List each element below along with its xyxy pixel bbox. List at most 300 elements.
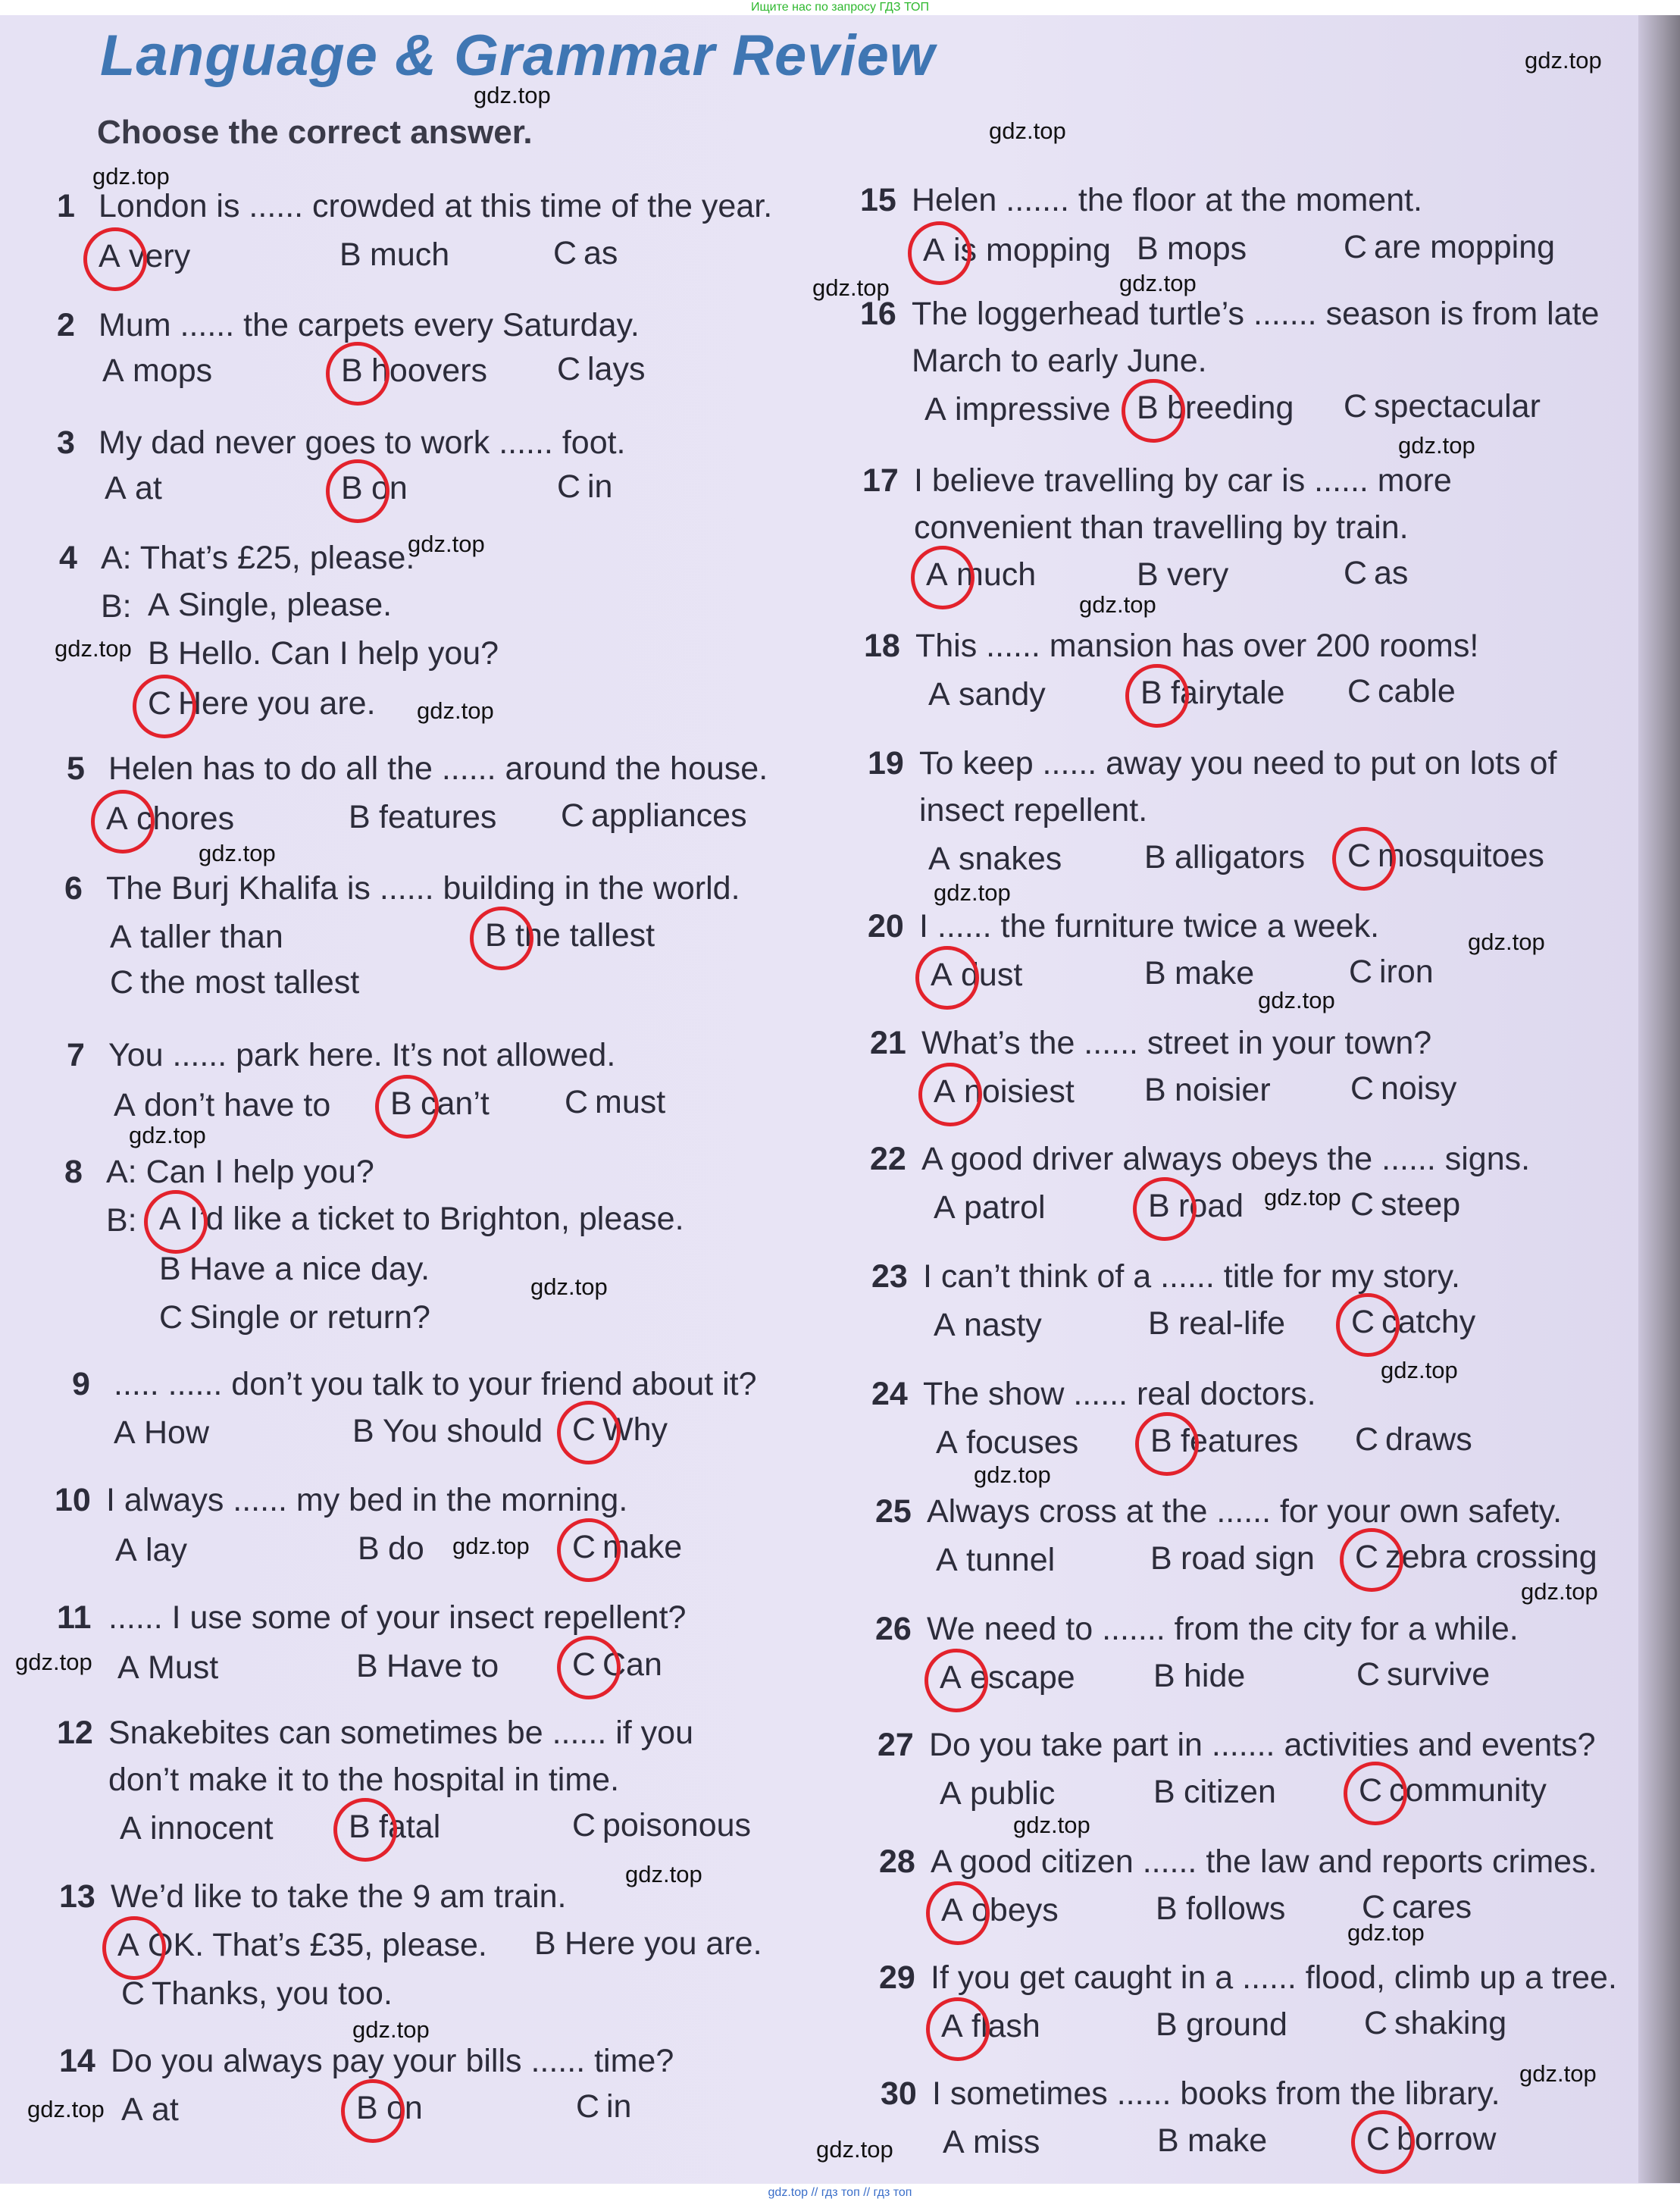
option-c[interactable] [553, 235, 618, 272]
option-c[interactable] [1347, 838, 1544, 875]
option-text: citizen [1184, 1774, 1276, 1810]
option-letter: B [1148, 1305, 1170, 1342]
option-text: much [370, 236, 450, 273]
question-number: 30 [881, 2075, 917, 2112]
question-number: 12 [57, 1715, 93, 1751]
answer-circle-letter: A [940, 1659, 970, 1696]
option-a[interactable] [99, 238, 190, 275]
top-banner[interactable]: Ищите нас по запросу ГДЗ ТОП [0, 0, 1680, 15]
option-text: borrow [1397, 2121, 1497, 2157]
option-c[interactable] [1356, 1656, 1490, 1693]
option-text: fairytale [1171, 675, 1285, 711]
option-a[interactable] [117, 1649, 218, 1687]
answer-circle-letter: B [1137, 390, 1167, 427]
question-text: London is ...... crowded at this time of the year. [99, 188, 773, 224]
option-c[interactable] [1366, 2121, 1496, 2158]
option-b[interactable] [339, 236, 449, 274]
option-letter: B [1157, 2122, 1179, 2159]
option-text: mops [133, 352, 213, 389]
option-b[interactable] [1156, 1890, 1285, 1928]
question-text: The Burj Khalifa is ...... building in the world. [106, 870, 740, 907]
option-b[interactable] [1150, 1540, 1315, 1577]
watermark: gdz.top [974, 1461, 1051, 1488]
option-letter: C [553, 235, 577, 271]
watermark: gdz.top [474, 82, 551, 108]
option-text: are mopping [1374, 229, 1556, 265]
question-text: Helen ....... the floor at the moment. [912, 182, 1422, 218]
question-number: 13 [59, 1878, 95, 1915]
answer-circle-letter: B [341, 352, 371, 390]
option-letter: A [120, 1810, 142, 1846]
question-number: 24 [871, 1376, 908, 1412]
option-letter: C [1355, 1421, 1379, 1458]
page-edge [1638, 15, 1680, 2183]
watermark: gdz.top [1119, 270, 1197, 296]
option-letter: C [1362, 1889, 1386, 1925]
option-text: in [606, 2088, 632, 2125]
option-text: zebra crossing [1385, 1539, 1597, 1575]
answer-circle-letter: A [934, 1073, 964, 1110]
option-c[interactable] [1347, 673, 1456, 710]
question-text: A good citizen ...... the law and reports crimes. [931, 1843, 1597, 1880]
option-b[interactable] [390, 1085, 490, 1123]
option-c[interactable] [1350, 1186, 1460, 1223]
option-text: as [1374, 555, 1409, 591]
option-c[interactable] [1344, 388, 1541, 425]
option-letter: A [114, 1087, 136, 1123]
option-c[interactable] [1350, 1070, 1456, 1107]
option-text: on [371, 470, 408, 506]
option-text: noisier [1175, 1072, 1271, 1108]
option-text: as [583, 235, 618, 271]
option-text: mops [1167, 230, 1247, 267]
question-number: 3 [57, 424, 75, 461]
question-text: I sometimes ...... books from the library. [932, 2075, 1500, 2112]
option-text: on [386, 2090, 423, 2126]
option-letter: C [121, 1975, 145, 2012]
option-b[interactable] [1148, 1305, 1285, 1342]
watermark: gdz.top [129, 1122, 206, 1148]
option-letter: B [356, 1648, 378, 1684]
option-c[interactable] [572, 1529, 682, 1566]
question-text: You ...... park here. It’s not allowed. [108, 1037, 616, 1073]
watermark: gdz.top [452, 1533, 530, 1559]
watermark: gdz.top [1079, 591, 1156, 618]
option-b[interactable] [1157, 2122, 1267, 2160]
answer-circle-letter: B [341, 470, 371, 507]
option-text: How [144, 1414, 210, 1451]
answer-circle-letter: C [1351, 1304, 1381, 1341]
option-b[interactable] [1150, 1423, 1298, 1460]
watermark: gdz.top [530, 1273, 608, 1300]
watermark: gdz.top [15, 1649, 92, 1675]
option-a[interactable] [106, 800, 234, 838]
option-letter: A [928, 841, 950, 877]
question-number: 9 [72, 1366, 90, 1402]
option-text: tunnel [966, 1542, 1056, 1578]
question-text: The show ...... real doctors. [923, 1376, 1316, 1412]
watermark: gdz.top [1347, 1919, 1425, 1946]
option-b[interactable] [349, 799, 496, 836]
answer-circle-letter: A [117, 1927, 148, 1964]
option-a[interactable] [923, 232, 1111, 269]
watermark: gdz.top [1521, 1578, 1598, 1605]
option-c[interactable] [148, 685, 376, 722]
option-text: chores [136, 800, 235, 837]
answer-circle-letter: A [926, 556, 956, 594]
question-text: B: [106, 1202, 137, 1239]
option-text: lay [145, 1532, 187, 1568]
option-c[interactable] [1355, 1421, 1472, 1458]
option-c[interactable] [1344, 229, 1555, 266]
option-letter: A [934, 1189, 956, 1226]
watermark: gdz.top [934, 879, 1011, 906]
option-text: hoovers [371, 352, 487, 389]
answer-circle-letter: C [1347, 838, 1378, 875]
option-letter: A [102, 352, 124, 389]
question-text: We’d like to take the 9 am train. [111, 1878, 567, 1915]
option-text: noisy [1381, 1070, 1457, 1107]
question-number: 2 [57, 307, 75, 343]
option-a[interactable] [934, 1307, 1042, 1344]
option-text: at [135, 470, 162, 506]
option-letter: C [1347, 673, 1372, 709]
option-letter: B [1156, 2006, 1178, 2043]
option-a[interactable] [115, 1532, 187, 1569]
question-text: I can’t think of a ...... title for my story. [923, 1258, 1460, 1295]
option-b[interactable] [1137, 556, 1228, 594]
option-a[interactable] [924, 391, 1111, 428]
option-b[interactable] [1148, 1188, 1244, 1225]
option-text: Here you are. [178, 685, 376, 722]
option-letter: A [114, 1414, 136, 1451]
option-a[interactable] [159, 1201, 684, 1238]
option-text: make [1187, 2122, 1268, 2159]
option-letter: C [565, 1084, 589, 1120]
option-b[interactable] [1144, 1072, 1271, 1109]
option-text: Here you are. [565, 1925, 762, 1962]
option-b[interactable] [1156, 2006, 1287, 2044]
option-letter: A [928, 676, 950, 713]
option-c[interactable] [1359, 1772, 1547, 1809]
option-text: real-life [1178, 1305, 1285, 1342]
option-a[interactable] [928, 676, 1046, 713]
option-b[interactable] [352, 1413, 543, 1450]
answer-circle-letter: A [159, 1201, 189, 1238]
option-letter: B [352, 1413, 374, 1449]
option-b[interactable] [1153, 1658, 1245, 1695]
option-b[interactable] [1137, 230, 1247, 268]
option-text: alligators [1175, 839, 1306, 875]
option-b[interactable] [341, 470, 408, 507]
question-text: I always ...... my bed in the morning. [106, 1482, 628, 1518]
question-number: 6 [64, 870, 83, 907]
option-text: the most tallest [140, 964, 360, 1001]
question-text: Do you always pay your bills ...... time? [111, 2043, 674, 2079]
option-letter: A [121, 2091, 143, 2128]
option-letter: C [572, 1807, 596, 1843]
watermark: gdz.top [989, 117, 1066, 144]
answer-circle-letter: A [923, 232, 953, 269]
option-text: Must [148, 1649, 219, 1686]
answer-circle-letter: C [148, 685, 178, 722]
option-text: the tallest [515, 917, 655, 954]
option-text: hide [1184, 1658, 1246, 1694]
option-b[interactable] [1140, 675, 1285, 712]
option-letter: A [940, 1775, 962, 1812]
watermark: gdz.top [1398, 432, 1475, 459]
option-text: make [1175, 955, 1255, 991]
option-text: public [970, 1775, 1056, 1812]
answer-circle-letter: B [1140, 675, 1171, 712]
option-b[interactable] [485, 917, 655, 954]
option-text: appliances [591, 797, 747, 834]
option-text: spectacular [1374, 388, 1541, 424]
option-a[interactable] [941, 2008, 1040, 2045]
watermark: gdz.top [1519, 2060, 1597, 2087]
option-a[interactable] [102, 352, 212, 390]
watermark: gdz.top [625, 1861, 702, 1887]
answer-circle-letter: B [349, 1809, 379, 1846]
option-letter: C [561, 797, 585, 834]
option-text: Have a nice day. [189, 1251, 430, 1287]
option-a[interactable] [928, 841, 1062, 878]
option-c[interactable] [1351, 1304, 1475, 1341]
option-b[interactable] [534, 1925, 762, 1962]
option-a[interactable] [148, 587, 392, 624]
option-letter: C [1356, 1656, 1381, 1693]
option-b[interactable] [159, 1251, 430, 1288]
option-letter: B [339, 236, 361, 273]
option-text: cares [1392, 1889, 1472, 1925]
question-text: B: [101, 588, 132, 625]
watermark: gdz.top [417, 697, 494, 724]
option-a[interactable] [926, 556, 1036, 594]
option-text: Single, please. [178, 587, 393, 623]
question-text: A: Can I help you? [106, 1154, 374, 1190]
option-letter: B [349, 799, 371, 835]
option-text: very [1167, 556, 1229, 593]
question-text: Snakebites can sometimes be ...... if you [108, 1715, 693, 1751]
answer-circle-letter: A [931, 957, 961, 994]
option-text: snakes [959, 841, 1062, 877]
option-c[interactable] [572, 1646, 662, 1684]
option-a[interactable] [114, 1087, 330, 1124]
option-letter: B [534, 1925, 556, 1962]
answer-circle-letter: B [390, 1085, 421, 1123]
instruction: Choose the correct answer. [97, 114, 533, 151]
option-letter: B [159, 1251, 181, 1287]
option-text: OK. That’s £35, please. [148, 1927, 487, 1963]
question-text: To keep ...... away you need to put on lots of [919, 745, 1557, 782]
watermark: gdz.top [812, 274, 890, 301]
option-a[interactable] [934, 1189, 1046, 1226]
option-letter: B [1150, 1540, 1172, 1577]
option-letter: A [115, 1532, 137, 1568]
option-text: You should [383, 1413, 543, 1449]
option-text: fatal [379, 1809, 441, 1845]
option-text: road [1178, 1188, 1244, 1224]
question-number: 5 [67, 750, 85, 787]
option-text: steep [1381, 1186, 1461, 1223]
option-text: Thanks, you too. [152, 1975, 393, 2012]
answer-circle-letter: B [1150, 1423, 1181, 1460]
option-text: shaking [1394, 2005, 1507, 2041]
option-b[interactable] [356, 2090, 423, 2127]
option-c[interactable] [576, 2088, 631, 2125]
option-c[interactable] [1349, 954, 1434, 991]
option-letter: A [936, 1542, 958, 1578]
option-c[interactable] [572, 1411, 668, 1449]
option-text: poisonous [602, 1807, 752, 1843]
option-text: impressive [955, 391, 1111, 428]
option-letter: C [557, 351, 581, 387]
watermark: gdz.top [1468, 929, 1545, 955]
question-text: If you get caught in a ...... flood, climb up a tree. [931, 1959, 1617, 1996]
option-a[interactable] [110, 919, 283, 956]
option-text: Hello. Can I help you? [178, 635, 499, 672]
option-text: taller than [140, 919, 283, 955]
option-b[interactable] [341, 352, 487, 390]
option-letter: A [936, 1424, 958, 1461]
option-letter: C [1350, 1186, 1375, 1223]
option-letter: C [576, 2088, 600, 2125]
option-text: features [1181, 1423, 1299, 1459]
option-letter: C [557, 468, 581, 505]
answer-circle-letter: C [1355, 1539, 1385, 1576]
option-text: focuses [966, 1424, 1079, 1461]
option-c[interactable] [1355, 1539, 1597, 1576]
watermark: gdz.top [1264, 1184, 1341, 1211]
option-a[interactable] [934, 1073, 1075, 1110]
option-c[interactable] [159, 1299, 430, 1336]
answer-circle-letter: C [1359, 1772, 1389, 1809]
question-number: 27 [878, 1727, 914, 1763]
question-text: A: That’s £25, please. [101, 540, 415, 576]
option-a[interactable] [117, 1927, 487, 1964]
option-b[interactable] [148, 635, 499, 672]
option-letter: C [1350, 1070, 1375, 1107]
option-letter: B [1144, 955, 1166, 991]
option-text: Have to [386, 1648, 499, 1684]
option-a[interactable] [941, 1892, 1059, 1929]
question-text: The loggerhead turtle’s ....... season is from late [912, 296, 1600, 332]
option-a[interactable] [105, 470, 162, 507]
option-letter: A [943, 2124, 965, 2160]
answer-circle-letter: B [356, 2090, 386, 2127]
option-text: is mopping [953, 232, 1111, 268]
option-text: road sign [1181, 1540, 1315, 1577]
option-a[interactable] [120, 1810, 274, 1847]
question-number: 19 [868, 745, 904, 782]
answer-circle-letter: B [1148, 1188, 1178, 1225]
option-letter: B [1137, 230, 1159, 267]
option-b[interactable] [1153, 1774, 1276, 1811]
question-text: I believe travelling by car is ...... more [914, 462, 1452, 499]
option-letter: A [924, 391, 946, 428]
option-a[interactable] [940, 1775, 1055, 1812]
option-letter: B [1137, 556, 1159, 593]
option-text: lays [587, 351, 646, 387]
option-text: much [956, 556, 1037, 593]
question-text: A good driver always obeys the ...... signs. [921, 1141, 1531, 1177]
option-c[interactable] [565, 1084, 665, 1121]
option-text: mosquitoes [1378, 838, 1544, 874]
watermark: gdz.top [816, 2136, 893, 2163]
question-number: 25 [875, 1493, 912, 1530]
option-b[interactable] [358, 1530, 424, 1568]
question-number: 8 [64, 1154, 83, 1190]
option-c[interactable] [121, 1975, 393, 2012]
option-a[interactable] [940, 1659, 1075, 1696]
watermark: gdz.top [408, 531, 485, 557]
option-text: features [379, 799, 497, 835]
question-number: 29 [879, 1959, 915, 1996]
answer-circle-letter: C [1366, 2121, 1397, 2158]
watermark: gdz.top [1258, 987, 1335, 1013]
question-number: 15 [860, 182, 896, 218]
answer-circle-letter: B [485, 917, 515, 954]
option-text: breeding [1167, 390, 1294, 426]
question-text: don’t make it to the hospital in time. [108, 1762, 620, 1798]
question-text: What’s the ...... street in your town? [921, 1025, 1432, 1061]
watermark: gdz.top [55, 635, 132, 662]
answer-circle-letter: A [106, 800, 136, 838]
question-number: 14 [59, 2043, 95, 2079]
option-text: iron [1379, 954, 1434, 990]
option-text: can’t [421, 1085, 490, 1122]
option-text: very [129, 238, 191, 274]
option-c[interactable] [561, 797, 747, 835]
option-text: catchy [1381, 1304, 1476, 1340]
option-b[interactable] [1144, 839, 1305, 876]
option-a[interactable] [114, 1414, 209, 1452]
option-letter: A [934, 1307, 956, 1343]
option-a[interactable] [931, 957, 1022, 994]
watermark: gdz.top [27, 2096, 105, 2122]
option-c[interactable] [110, 964, 359, 1001]
option-text: follows [1186, 1890, 1286, 1927]
watermark: gdz.top [1013, 1812, 1090, 1838]
option-c[interactable] [1344, 555, 1408, 592]
option-a[interactable] [943, 2124, 1040, 2161]
option-b[interactable] [1144, 955, 1254, 992]
option-a[interactable] [936, 1424, 1078, 1461]
bottom-banner[interactable]: gdz.top // гдз топ // гдз топ [0, 2184, 1680, 2202]
question-number: 1 [57, 188, 75, 224]
option-letter: C [110, 964, 134, 1001]
option-c[interactable] [557, 468, 612, 506]
question-text: Mum ...... the carpets every Saturday. [99, 307, 640, 343]
option-c[interactable] [557, 351, 645, 388]
option-letter: B [1144, 1072, 1166, 1108]
option-text: obeys [971, 1892, 1059, 1928]
option-c[interactable] [572, 1807, 751, 1844]
option-a[interactable] [936, 1542, 1055, 1579]
option-text: noisiest [964, 1073, 1075, 1110]
question-number: 26 [875, 1611, 912, 1647]
option-c[interactable] [1364, 2005, 1506, 2042]
option-b[interactable] [356, 1648, 499, 1685]
option-b[interactable] [1137, 390, 1294, 427]
watermark: gdz.top [352, 2016, 430, 2043]
option-b[interactable] [349, 1809, 440, 1846]
option-text: Can [602, 1646, 662, 1683]
question-number: 11 [57, 1599, 92, 1636]
option-a[interactable] [121, 2091, 179, 2128]
question-text: March to early June. [912, 343, 1207, 379]
option-text: dust [961, 957, 1023, 993]
